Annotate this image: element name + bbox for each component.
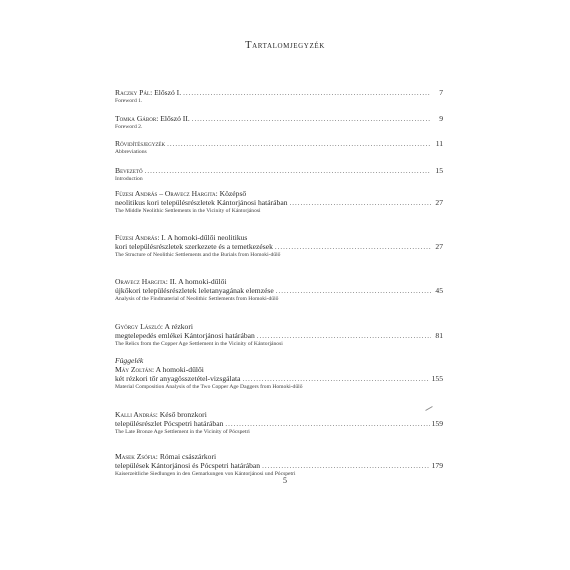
section-label: Függelék <box>115 356 144 365</box>
toc-entry <box>115 139 443 156</box>
toc-title-continued: kori településrészletek szerkezete és a temetkezések <box>115 242 273 251</box>
dot-leader <box>290 199 432 208</box>
dot-leader <box>242 375 429 384</box>
toc-entry-heading: Füzesi András – Oravecz Hargita: Középső <box>115 189 247 198</box>
dot-leader <box>257 332 431 341</box>
toc-entry <box>115 114 443 131</box>
toc-page-number: 11 <box>435 139 443 148</box>
toc-entry <box>115 322 443 348</box>
toc-author: Masek Zsófia <box>115 452 156 461</box>
toc-author: György László <box>115 322 161 331</box>
toc-page-number: 45 <box>435 286 443 295</box>
toc-page-number: 15 <box>435 166 443 175</box>
toc-title-continued: települések Kántorjánosi és Pócspetri határában <box>115 461 261 470</box>
toc-translation: Kaiserzeitliche Siedlungen in den Gemarkungen von Kántorjánosi und Pócspetri <box>115 471 296 477</box>
toc-page-number: 9 <box>439 114 443 123</box>
toc-entry <box>115 166 443 183</box>
toc-title-continued: újkőkori településrészletek leletanyagának elemzése <box>115 286 274 295</box>
toc-author: Füzesi András <box>115 233 158 242</box>
toc-author: Tomka Gábor <box>115 114 157 123</box>
dot-leader <box>275 243 431 252</box>
toc-title-continued: megtelepedés emlékei Kántorjánosi határában <box>115 331 255 340</box>
page-title: Tartalomjegyzék <box>245 40 325 51</box>
toc-translation: Introduction <box>115 176 143 182</box>
toc-author: Füzesi András – Oravecz Hargita <box>115 189 216 198</box>
toc-title: Előszó II. <box>160 114 190 123</box>
toc-page-number: 179 <box>431 461 443 470</box>
toc-entry <box>115 452 443 478</box>
toc-entry-heading: Kalli András: Késő bronzkori <box>115 410 207 419</box>
toc-author: Máy Zoltán <box>115 365 152 374</box>
toc-translation: The Late Bronze Age Settlement in the Vicinity of Pócspetri <box>115 429 250 435</box>
toc-translation: Material Composition Analysis of the Two Copper Age Daggers from Homoki-dűlő <box>115 384 303 390</box>
toc-title: Előszó I. <box>154 88 182 97</box>
toc-title: Középső <box>219 189 247 198</box>
dot-leader <box>225 420 429 429</box>
dot-leader <box>262 462 430 471</box>
toc-entry-heading: Oravecz Hargita: II. A homoki-dűlői <box>115 277 227 286</box>
toc-translation: The Middle Neolithic Settlements in the Vicinity of Kántorjánosi <box>115 208 261 214</box>
dot-leader <box>276 287 431 296</box>
toc-entry-heading: Tomka Gábor: Előszó II. <box>115 114 190 123</box>
toc-title: Rövidítésjegyzék <box>115 139 166 148</box>
toc-author: Raczky Pál <box>115 88 151 97</box>
toc-entry-heading: Masek Zsófia: Római császárkori <box>115 452 217 461</box>
toc-title-continued: településrészlet Pócspetri határában <box>115 419 224 428</box>
toc-translation: Analysis of the Findmaterial of Neolithic Settlements from Homoki-dűlő <box>115 296 279 302</box>
toc-author: Oravecz Hargita <box>115 277 166 286</box>
toc-title: Római császárkori <box>159 452 217 461</box>
toc-title: A rézkori <box>164 322 193 331</box>
toc-translation: The Relics from the Copper Age Settlement in the Vicinity of Kántorjánosi <box>115 341 283 347</box>
toc-title-continued: neolitikus kori településrészletek Kántorjánosi határában <box>115 198 288 207</box>
toc-entry <box>115 410 443 436</box>
toc-title: Késő bronzkori <box>159 410 207 419</box>
toc-translation: Abbreviations <box>115 149 147 155</box>
toc-title: I. A homoki-dűlői neolitikus <box>161 233 248 242</box>
page-number: 5 <box>283 476 287 485</box>
toc-title: Bevezető <box>115 166 143 175</box>
toc-entry <box>115 277 443 303</box>
toc-translation: Foreword 2. <box>115 124 143 130</box>
toc-entry <box>115 356 443 391</box>
toc-entry-heading: Füzesi András: I. A homoki-dűlői neolitikus <box>115 233 248 242</box>
dot-leader <box>192 115 431 124</box>
dot-leader <box>183 89 431 98</box>
toc-title: A homoki-dűlői <box>155 365 204 374</box>
toc-entry <box>115 88 443 105</box>
toc-translation: Foreword 1. <box>115 98 143 104</box>
toc-title-continued: két rézkori tőr anyagösszetétel-vizsgálata <box>115 374 241 383</box>
toc-page-number: 81 <box>435 331 443 340</box>
dot-leader <box>145 167 431 176</box>
toc-page-number: 155 <box>431 374 443 383</box>
toc-title: II. A homoki-dűlői <box>169 277 227 286</box>
toc-entry-heading: Máy Zoltán: A homoki-dűlői <box>115 365 204 374</box>
toc-entry-heading: Raczky Pál: Előszó I. <box>115 88 182 97</box>
toc-author: Kalli András <box>115 410 156 419</box>
toc-page-number: 159 <box>431 419 443 428</box>
toc-entry-heading: György László: A rézkori <box>115 322 193 331</box>
toc-page-number: 7 <box>439 88 443 97</box>
toc-translation: The Structure of Neolithic Settlements and the Burials from Homoki-dűlő <box>115 252 281 258</box>
dot-leader <box>167 140 431 149</box>
toc-page-number: 27 <box>435 242 443 251</box>
toc-page-number: 27 <box>435 198 443 207</box>
toc-entry <box>115 189 443 215</box>
toc-entry <box>115 233 443 259</box>
